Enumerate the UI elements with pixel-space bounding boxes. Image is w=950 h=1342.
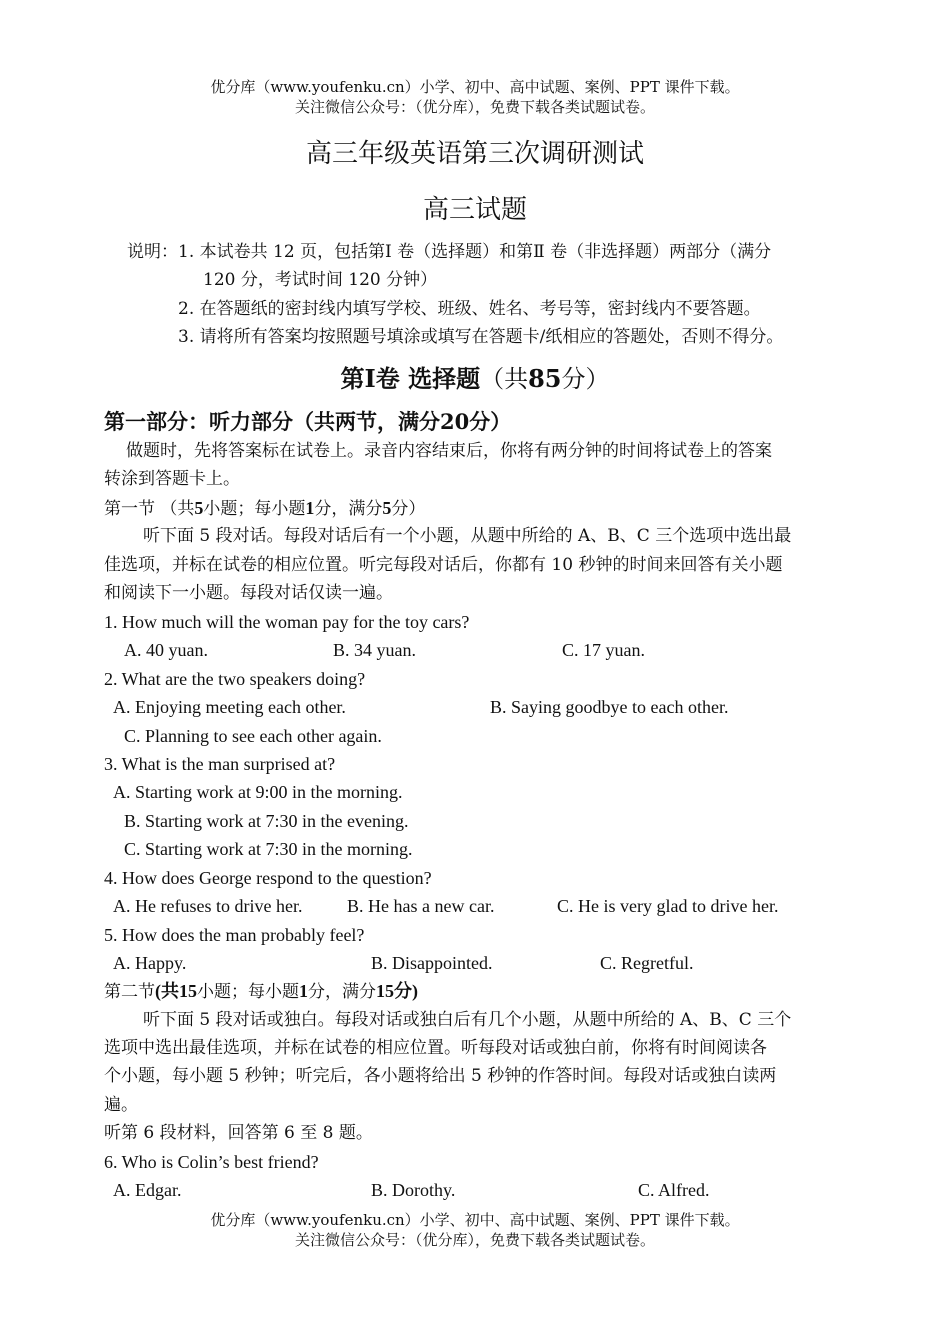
q1-option-a: A. 40 yuan. xyxy=(124,640,208,660)
q4-option-c: C. He is very glad to drive her. xyxy=(557,896,779,916)
section-1-score: 85 xyxy=(528,364,562,393)
instruction-1-cont: 120 分，考试时间 120 分钟） xyxy=(203,270,438,290)
question-3: 3. What is the man surprised at? xyxy=(104,754,336,774)
header-line-2: 关注微信公众号：（优分库），免费下载各类试题试卷。 xyxy=(294,98,655,116)
subsection-2-desc-2: 选项中选出最佳选项，并标在试卷的相应位置。听每段对话或独白前，你将有时间阅读各 xyxy=(104,1038,767,1058)
section-1-heading xyxy=(0,362,950,396)
q4-option-a: A. He refuses to drive her. xyxy=(113,896,303,916)
material-6-note: 听第 6 段材料，回答第 6 至 8 题。 xyxy=(104,1123,373,1143)
q5-option-a: A. Happy. xyxy=(113,953,187,973)
subsection-2-desc-1: 听下面 5 段对话或独白。每段对话或独白后有几个小题，从题中所给的 A、B、C 三个 xyxy=(143,1010,792,1030)
q5-option-b: B. Disappointed. xyxy=(371,953,493,973)
q5-option-c: C. Regretful. xyxy=(600,953,694,973)
q4-option-b: B. He has a new car. xyxy=(347,896,495,916)
instruction-1: 说明：1. 本试卷共 12 页，包括第Ⅰ 卷（选择题）和第Ⅱ 卷（非选择题）两部分（满分 xyxy=(127,242,772,262)
footer-line-2: 关注微信公众号：（优分库），免费下载各类试题试卷。 xyxy=(294,1231,655,1249)
q3-option-a: A. Starting work at 9:00 in the morning. xyxy=(113,782,403,802)
question-5: 5. How does the man probably feel? xyxy=(104,925,365,945)
subsection-1-heading: 第一节 （共5小题；每小题1分，满分5分） xyxy=(104,498,426,519)
q6-option-c: C. Alfred. xyxy=(638,1180,710,1200)
section-1-total-close: 分） xyxy=(561,365,610,393)
part-1-heading: 第一部分：听力部分（共两节，满分20分） xyxy=(104,409,512,434)
part-1-intro-1: 做题时，先将答案标在试卷上。录音内容结束后，你将有两分钟的时间将试卷上的答案 xyxy=(126,441,772,461)
subsection-1-desc-1: 听下面 5 段对话。每段对话后有一个小题，从题中所给的 A、B、C 三个选项中选出最 xyxy=(143,526,792,546)
instruction-2: 2. 在答题纸的密封线内填写学校、班级、姓名、考号等，密封线内不要答题。 xyxy=(178,299,761,319)
subsection-2-desc-4: 遍。 xyxy=(104,1095,138,1115)
footer-line-1: 优分库（www.youfenku.cn）小学、初中、高中试题、案例、PPT 课件下载。 xyxy=(210,1211,740,1229)
section-1-title: 第Ⅰ卷 选择题 xyxy=(340,364,481,393)
subsection-2-desc-3: 个小题，每小题 5 秒钟；听完后，各小题将给出 5 秒钟的作答时间。每段对话或独白读两 xyxy=(104,1066,777,1086)
q3-option-b: B. Starting work at 7:30 in the evening. xyxy=(124,811,409,831)
q6-option-a: A. Edgar. xyxy=(113,1180,182,1200)
q2-option-b: B. Saying goodbye to each other. xyxy=(490,697,729,717)
q3-option-c: C. Starting work at 7:30 in the morning. xyxy=(124,839,413,859)
question-1: 1. How much will the woman pay for the toy cars? xyxy=(104,612,470,632)
subsection-2-heading: 第二节(共15小题；每小题1分，满分15分) xyxy=(104,981,418,1002)
section-1-total-open: （共 xyxy=(480,365,529,393)
part-1-intro-2: 转涂到答题卡上。 xyxy=(104,469,240,489)
exam-subtitle: 高三试题 xyxy=(422,195,527,225)
q2-option-c: C. Planning to see each other again. xyxy=(124,726,382,746)
header-line-1: 优分库（www.youfenku.cn）小学、初中、高中试题、案例、PPT 课件下载。 xyxy=(210,78,740,96)
q2-option-a: A. Enjoying meeting each other. xyxy=(113,697,346,717)
question-6: 6. Who is Colin’s best friend? xyxy=(104,1152,319,1172)
exam-title: 高三年级英语第三次调研测试 xyxy=(305,139,644,169)
q1-option-c: C. 17 yuan. xyxy=(562,640,645,660)
q6-option-b: B. Dorothy. xyxy=(371,1180,456,1200)
question-4: 4. How does George respond to the question? xyxy=(104,868,432,888)
instruction-3: 3. 请将所有答案均按照题号填涂或填写在答题卡/纸相应的答题处，否则不得分。 xyxy=(178,327,784,347)
q1-option-b: B. 34 yuan. xyxy=(333,640,416,660)
subsection-1-desc-3: 和阅读下一小题。每段对话仅读一遍。 xyxy=(104,583,393,603)
subsection-1-desc-2: 佳选项，并标在试卷的相应位置。听完每段对话后，你都有 10 秒钟的时间来回答有关小题 xyxy=(104,555,783,575)
question-2: 2. What are the two speakers doing? xyxy=(104,669,366,689)
